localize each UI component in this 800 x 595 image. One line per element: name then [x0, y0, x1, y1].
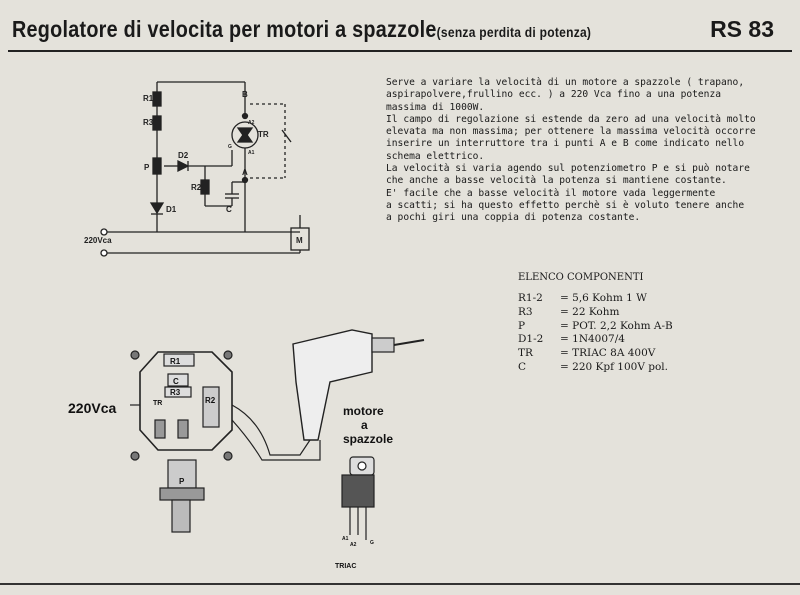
label-r2-schem: R3 [143, 118, 154, 127]
label-supply-schem: 220Vca [84, 236, 112, 245]
component-row [518, 320, 673, 334]
pcb-label-r3: R3 [170, 388, 181, 397]
page-subtitle: (senza perdita di potenza) [436, 24, 592, 40]
pcb-label-r2: R2 [205, 396, 216, 405]
component-value: = 1N4007/4 [560, 333, 625, 346]
label-a: A [242, 168, 248, 177]
label-d1: D1 [166, 205, 177, 214]
label-motor-3: spazzole [343, 432, 394, 446]
label-m: M [296, 236, 303, 245]
component-value: = 220 Kpf 100V pol. [560, 360, 669, 373]
article-code: RS 83 [710, 16, 774, 42]
component-ref: C [518, 360, 527, 373]
label-pin-a1: A1 [342, 536, 349, 542]
component-row [518, 347, 673, 361]
component-row [518, 306, 673, 320]
component-value: = TRIAC 8A 400V [560, 347, 656, 360]
label-motor-2: a [361, 418, 368, 432]
label-g: G [228, 144, 232, 150]
pcb-label-p: P [179, 477, 185, 486]
component-value: = POT. 2,2 Kohm A-B [560, 319, 673, 332]
label-p: P [144, 163, 150, 172]
component-row [518, 361, 673, 375]
title-text: Regolatore di velocita per motori a spazzole [12, 16, 437, 42]
component-ref: TR [518, 347, 533, 360]
label-r3: R2 [191, 183, 202, 192]
label-c: C [226, 205, 232, 214]
component-value: = 5,6 Kohm 1 W [560, 292, 647, 304]
label-b: B [242, 90, 248, 99]
description-text: Serve a variare la velocità di un motore a spazzole ( trapano, aspirapolvere,frullino ecc. ) a 220 Vca fino a una potenza massima di 1000W. Il campo di regolazione si estende da zero ad una velocità molto elevata ma non massima; per ottenere la massima velocità occorre inserire un interruttore tra i punti A e B come indicato nello schema elettrico. La velocità si varia agendo sul potenziometro P e si può notare che anche a basse velocità la potenza si mantiene costante. E' facile che a basse velocità il motore vada leggermente a scatti; si ha questo effetto perchè si è voluto tenere anche a pochi giri una coppia di potenza costante. [386, 77, 756, 224]
label-a2: A2 [248, 120, 255, 126]
label-pin-g: G [370, 540, 374, 546]
pcb-label-c: C [173, 377, 179, 386]
component-row [518, 333, 673, 347]
label-tr: TR [258, 130, 269, 139]
label-r1: R1 [143, 94, 154, 103]
component-value: = 22 Kohm [560, 305, 620, 318]
components-title: ELENCO COMPONENTI [518, 272, 644, 283]
label-supply-assembly: 220Vca [68, 400, 117, 416]
label-d2: D2 [178, 151, 189, 160]
component-ref: R3 [518, 305, 533, 318]
component-ref: R1-2 [518, 292, 543, 304]
label-pin-a2: A2 [350, 542, 357, 548]
component-ref: D1-2 [518, 333, 544, 346]
label-triac: TRIAC [335, 563, 357, 570]
bottom-rule [0, 583, 800, 585]
components-list [518, 292, 673, 375]
pcb-label-tr: TR [153, 400, 163, 407]
pcb-label-r1: R1 [170, 357, 181, 366]
label-motor-1: motore [343, 404, 384, 418]
component-row [518, 292, 673, 306]
label-a1: A1 [248, 150, 255, 156]
component-ref: P [518, 319, 526, 332]
